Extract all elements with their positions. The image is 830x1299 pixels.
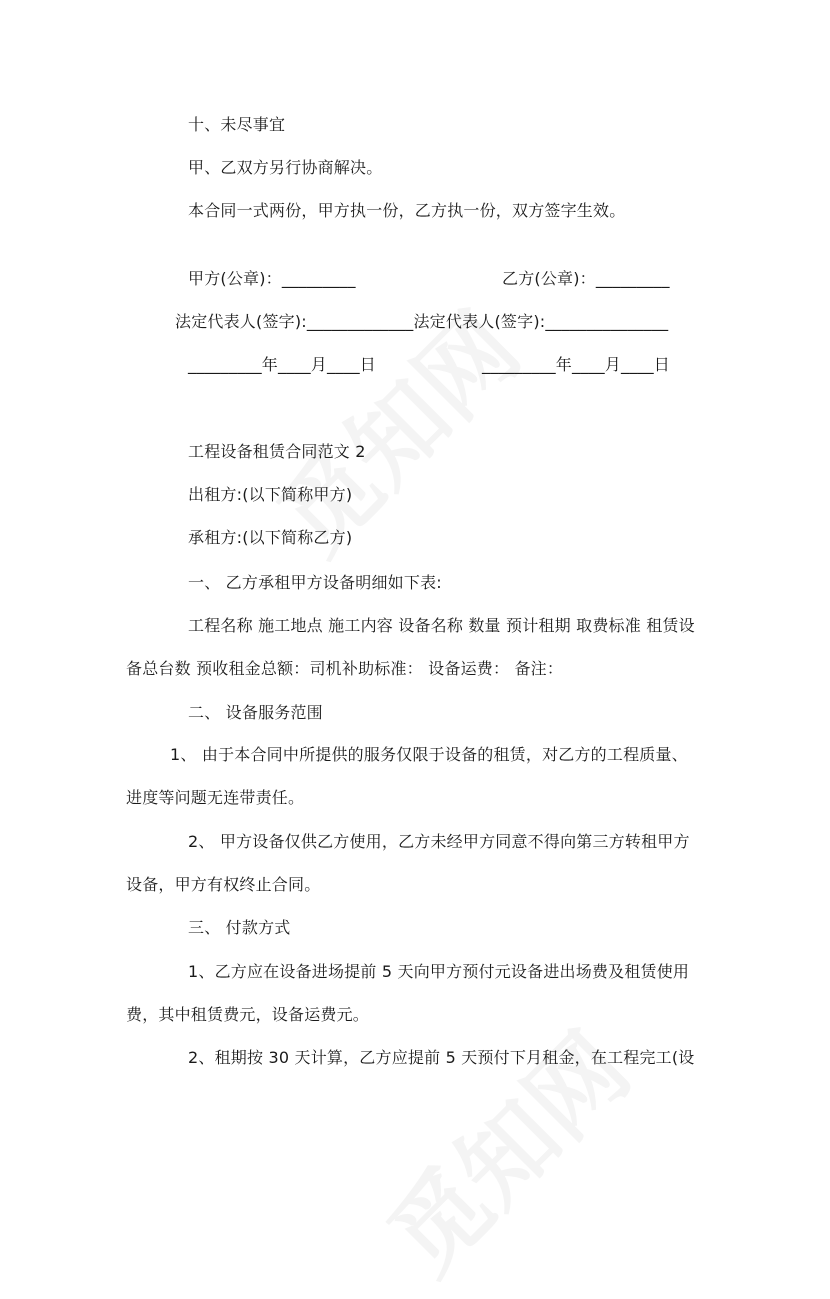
clause-2-2: 2、 甲方设备仅供乙方使用，乙方未经甲方同意不得向第三方转租甲方	[188, 832, 690, 851]
lessee-line: 承租方:(以下简称乙方)	[188, 528, 353, 547]
section-ten-heading: 十、未尽事宜	[188, 115, 286, 134]
party-b-date-line: _________年____月____日	[482, 355, 671, 374]
party-b-seal-line: 乙方(公章)：_________	[502, 269, 670, 288]
clause-2-1: 1、 由于本合同中所提供的服务仅限于设备的租赁，对乙方的工程质量、	[170, 745, 688, 764]
contract-title: 工程设备租赁合同范文 2	[188, 442, 366, 461]
section-one-heading: 一、 乙方承租甲方设备明细如下表:	[188, 573, 442, 592]
lessor-line: 出租方:(以下简称甲方)	[188, 485, 353, 504]
section-two-heading: 二、 设备服务范围	[188, 703, 323, 722]
watermark-text-bottom	[354, 998, 655, 1299]
clause-3-1: 1、乙方应在设备进场提前 5 天向甲方预付元设备进出场费及租赁使用	[188, 962, 690, 981]
party-a-seal-line: 甲方(公章)：_________	[188, 269, 356, 288]
party-a-date-line: _________年____月____日	[188, 355, 377, 374]
clause-2-2-cont: 设备，甲方有权终止合同。	[126, 875, 321, 894]
equipment-table-fields: 工程名称 施工地点 施工内容 设备名称 数量 预计租期 取费标准 租赁设	[188, 616, 695, 635]
paragraph-negotiation: 甲、乙双方另行协商解决。	[188, 158, 383, 177]
legal-representative-line: 法定代表人(签字):_____________法定代表人(签字):_______________	[175, 312, 669, 331]
clause-3-2: 2、租期按 30 天计算，乙方应提前 5 天预付下月租金，在工程完工(设	[188, 1048, 695, 1067]
clause-3-1-cont: 费，其中租赁费元，设备运费元。	[126, 1005, 370, 1024]
paragraph-copies: 本合同一式两份，甲方执一份，乙方执一份，双方签字生效。	[188, 201, 626, 220]
section-three-heading: 三、 付款方式	[188, 918, 291, 937]
clause-2-1-cont: 进度等问题无连带责任。	[126, 788, 305, 807]
equipment-table-fields-cont: 备总台数 预收租金总额：司机补助标准： 设备运费： 备注：	[126, 659, 564, 678]
